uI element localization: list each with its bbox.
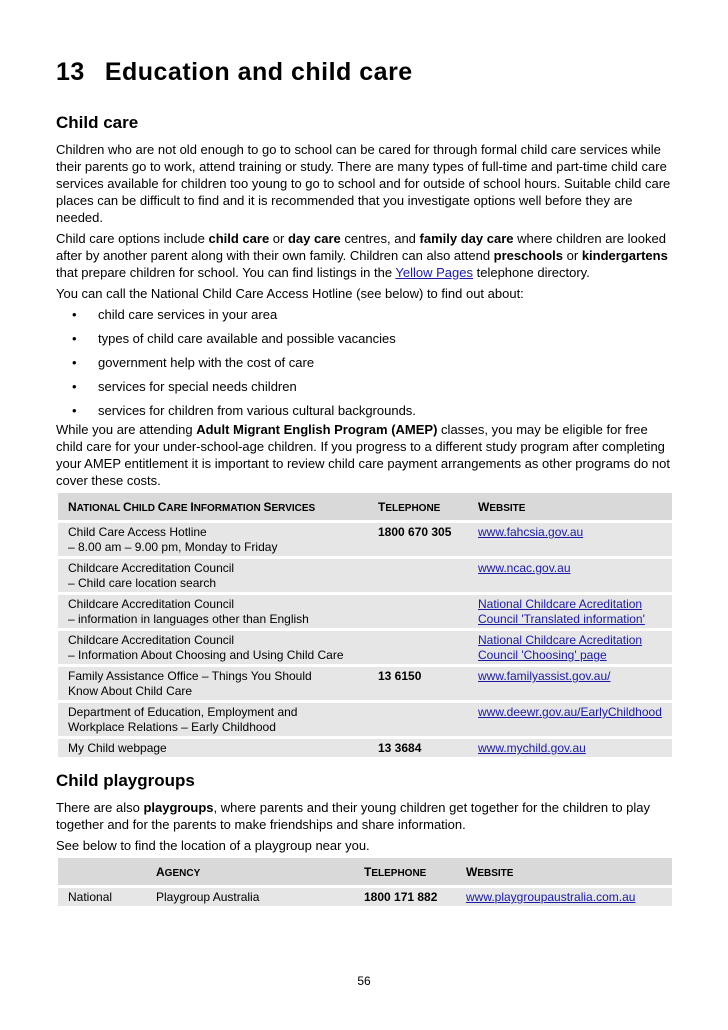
playgroup-scope: National xyxy=(58,885,146,906)
child-care-services-table xyxy=(58,493,672,757)
list-item: • government help with the cost of care xyxy=(70,355,672,371)
hotline-topics-list xyxy=(56,307,672,419)
column-header-service: NATIONAL CHILD CARE INFORMATION SERVICES xyxy=(58,493,368,520)
list-item: • services for children from various cultural backgrounds. xyxy=(70,403,672,419)
website-link[interactable]: www.mychild.gov.au xyxy=(478,741,586,755)
playgroup-table xyxy=(58,858,672,906)
list-item: • child care services in your area xyxy=(70,307,672,323)
website-link[interactable]: Council 'Choosing' page xyxy=(478,648,607,662)
service-website xyxy=(468,664,672,700)
service-name: Childcare Accreditation Council – Information About Choosing and Using Child Care xyxy=(58,628,368,664)
playgroups-lead: See below to find the location of a playgroup near you. xyxy=(56,838,370,853)
column-header-agency: AGENCY xyxy=(146,858,354,885)
page xyxy=(56,58,672,906)
website-link[interactable]: National Childcare Acreditation xyxy=(478,633,643,647)
section-title-playgroups: Child playgroups xyxy=(56,771,195,790)
column-header-website: WEBSITE xyxy=(468,493,672,520)
table-header-row xyxy=(58,493,672,520)
service-name: Department of Education, Employment and Workplace Relations – Early Childhood xyxy=(58,700,368,736)
table-row xyxy=(58,736,672,757)
table-row xyxy=(58,520,672,556)
chapter-number: 13 xyxy=(56,58,85,86)
column-header-telephone: TELEPHONE xyxy=(354,858,456,885)
service-phone xyxy=(368,592,468,628)
website-link[interactable]: www.ncac.gov.au xyxy=(478,561,571,575)
service-name: Family Assistance Office – Things You Should Know About Child Care xyxy=(58,664,368,700)
service-website xyxy=(468,556,672,592)
service-phone: 1800 670 305 xyxy=(368,520,468,556)
service-name: My Child webpage xyxy=(58,736,368,757)
service-website xyxy=(468,700,672,736)
chapter-title: Education and child care xyxy=(104,58,413,86)
table-row xyxy=(58,592,672,628)
child-care-intro: Children who are not old enough to go to school can be cared for through formal child care services while their parents go to work, attend training or study. There are many types of full-time and part-time child care services available for children too young to go to school and for outside of school hours. Suitable child care places can be difficult to find and it is recommended that you investigate options well before they are needed. xyxy=(56,142,671,225)
list-item: • services for special needs children xyxy=(70,379,672,395)
table-header-row xyxy=(58,858,672,885)
hotline-lead: You can call the National Child Care Access Hotline (see below) to find out about: xyxy=(56,286,524,301)
website-link[interactable]: National Childcare Acreditation xyxy=(478,597,643,611)
service-phone xyxy=(368,700,468,736)
service-website xyxy=(468,628,672,664)
playgroup-agency: Playgroup Australia xyxy=(146,885,354,906)
page-number: 56 xyxy=(357,974,371,988)
website-link[interactable]: www.deewr.gov.au/EarlyChildhood xyxy=(478,705,662,719)
table-row xyxy=(58,700,672,736)
service-phone: 13 3684 xyxy=(368,736,468,757)
service-website xyxy=(468,520,672,556)
table-row xyxy=(58,556,672,592)
website-link[interactable]: www.fahcsia.gov.au xyxy=(478,525,584,539)
child-care-options: Child care options include child care or day care centres, and family day care where children are looked after by another parent along with their own family. Children can also attend preschools or kindergartens that prepare children for school. You can find listings in the Yellow Pages telephone directory. xyxy=(56,231,668,280)
column-header-scope xyxy=(58,858,146,885)
amep-paragraph: While you are attending Adult Migrant English Program (AMEP) classes, you may be eligible for free child care for your under-school-age children. If you progress to a different study program after completing your AMEP entitlement it is important to review child care payment arrangements as other programs do not cover these costs. xyxy=(56,422,670,488)
website-link[interactable]: www.familyassist.gov.au/ xyxy=(478,669,611,683)
website-link[interactable]: www.playgroupaustralia.com.au xyxy=(466,890,636,904)
yellow-pages-link[interactable]: Yellow Pages xyxy=(395,265,473,280)
page-title xyxy=(56,58,672,87)
column-header-telephone: TELEPHONE xyxy=(368,493,468,520)
service-phone xyxy=(368,556,468,592)
service-website xyxy=(468,592,672,628)
website-link[interactable]: Council 'Translated information' xyxy=(478,612,645,626)
playgroups-intro: There are also playgroups, where parents and their young children get together for the children to play together and for the parents to make friendships and share information. xyxy=(56,800,651,832)
column-header-website: WEBSITE xyxy=(456,858,672,885)
service-name: Childcare Accreditation Council – Child care location search xyxy=(58,556,368,592)
service-name: Childcare Accreditation Council – information in languages other than English xyxy=(58,592,368,628)
playgroup-website xyxy=(456,885,672,906)
table-row xyxy=(58,664,672,700)
service-website xyxy=(468,736,672,757)
service-phone: 13 6150 xyxy=(368,664,468,700)
table-row xyxy=(58,885,672,906)
table-row xyxy=(58,628,672,664)
playgroup-phone: 1800 171 882 xyxy=(354,885,456,906)
section-title-child-care: Child care xyxy=(56,113,139,132)
service-phone xyxy=(368,628,468,664)
list-item: • types of child care available and possible vacancies xyxy=(70,331,672,347)
service-name: Child Care Access Hotline – 8.00 am – 9.00 pm, Monday to Friday xyxy=(58,520,368,556)
